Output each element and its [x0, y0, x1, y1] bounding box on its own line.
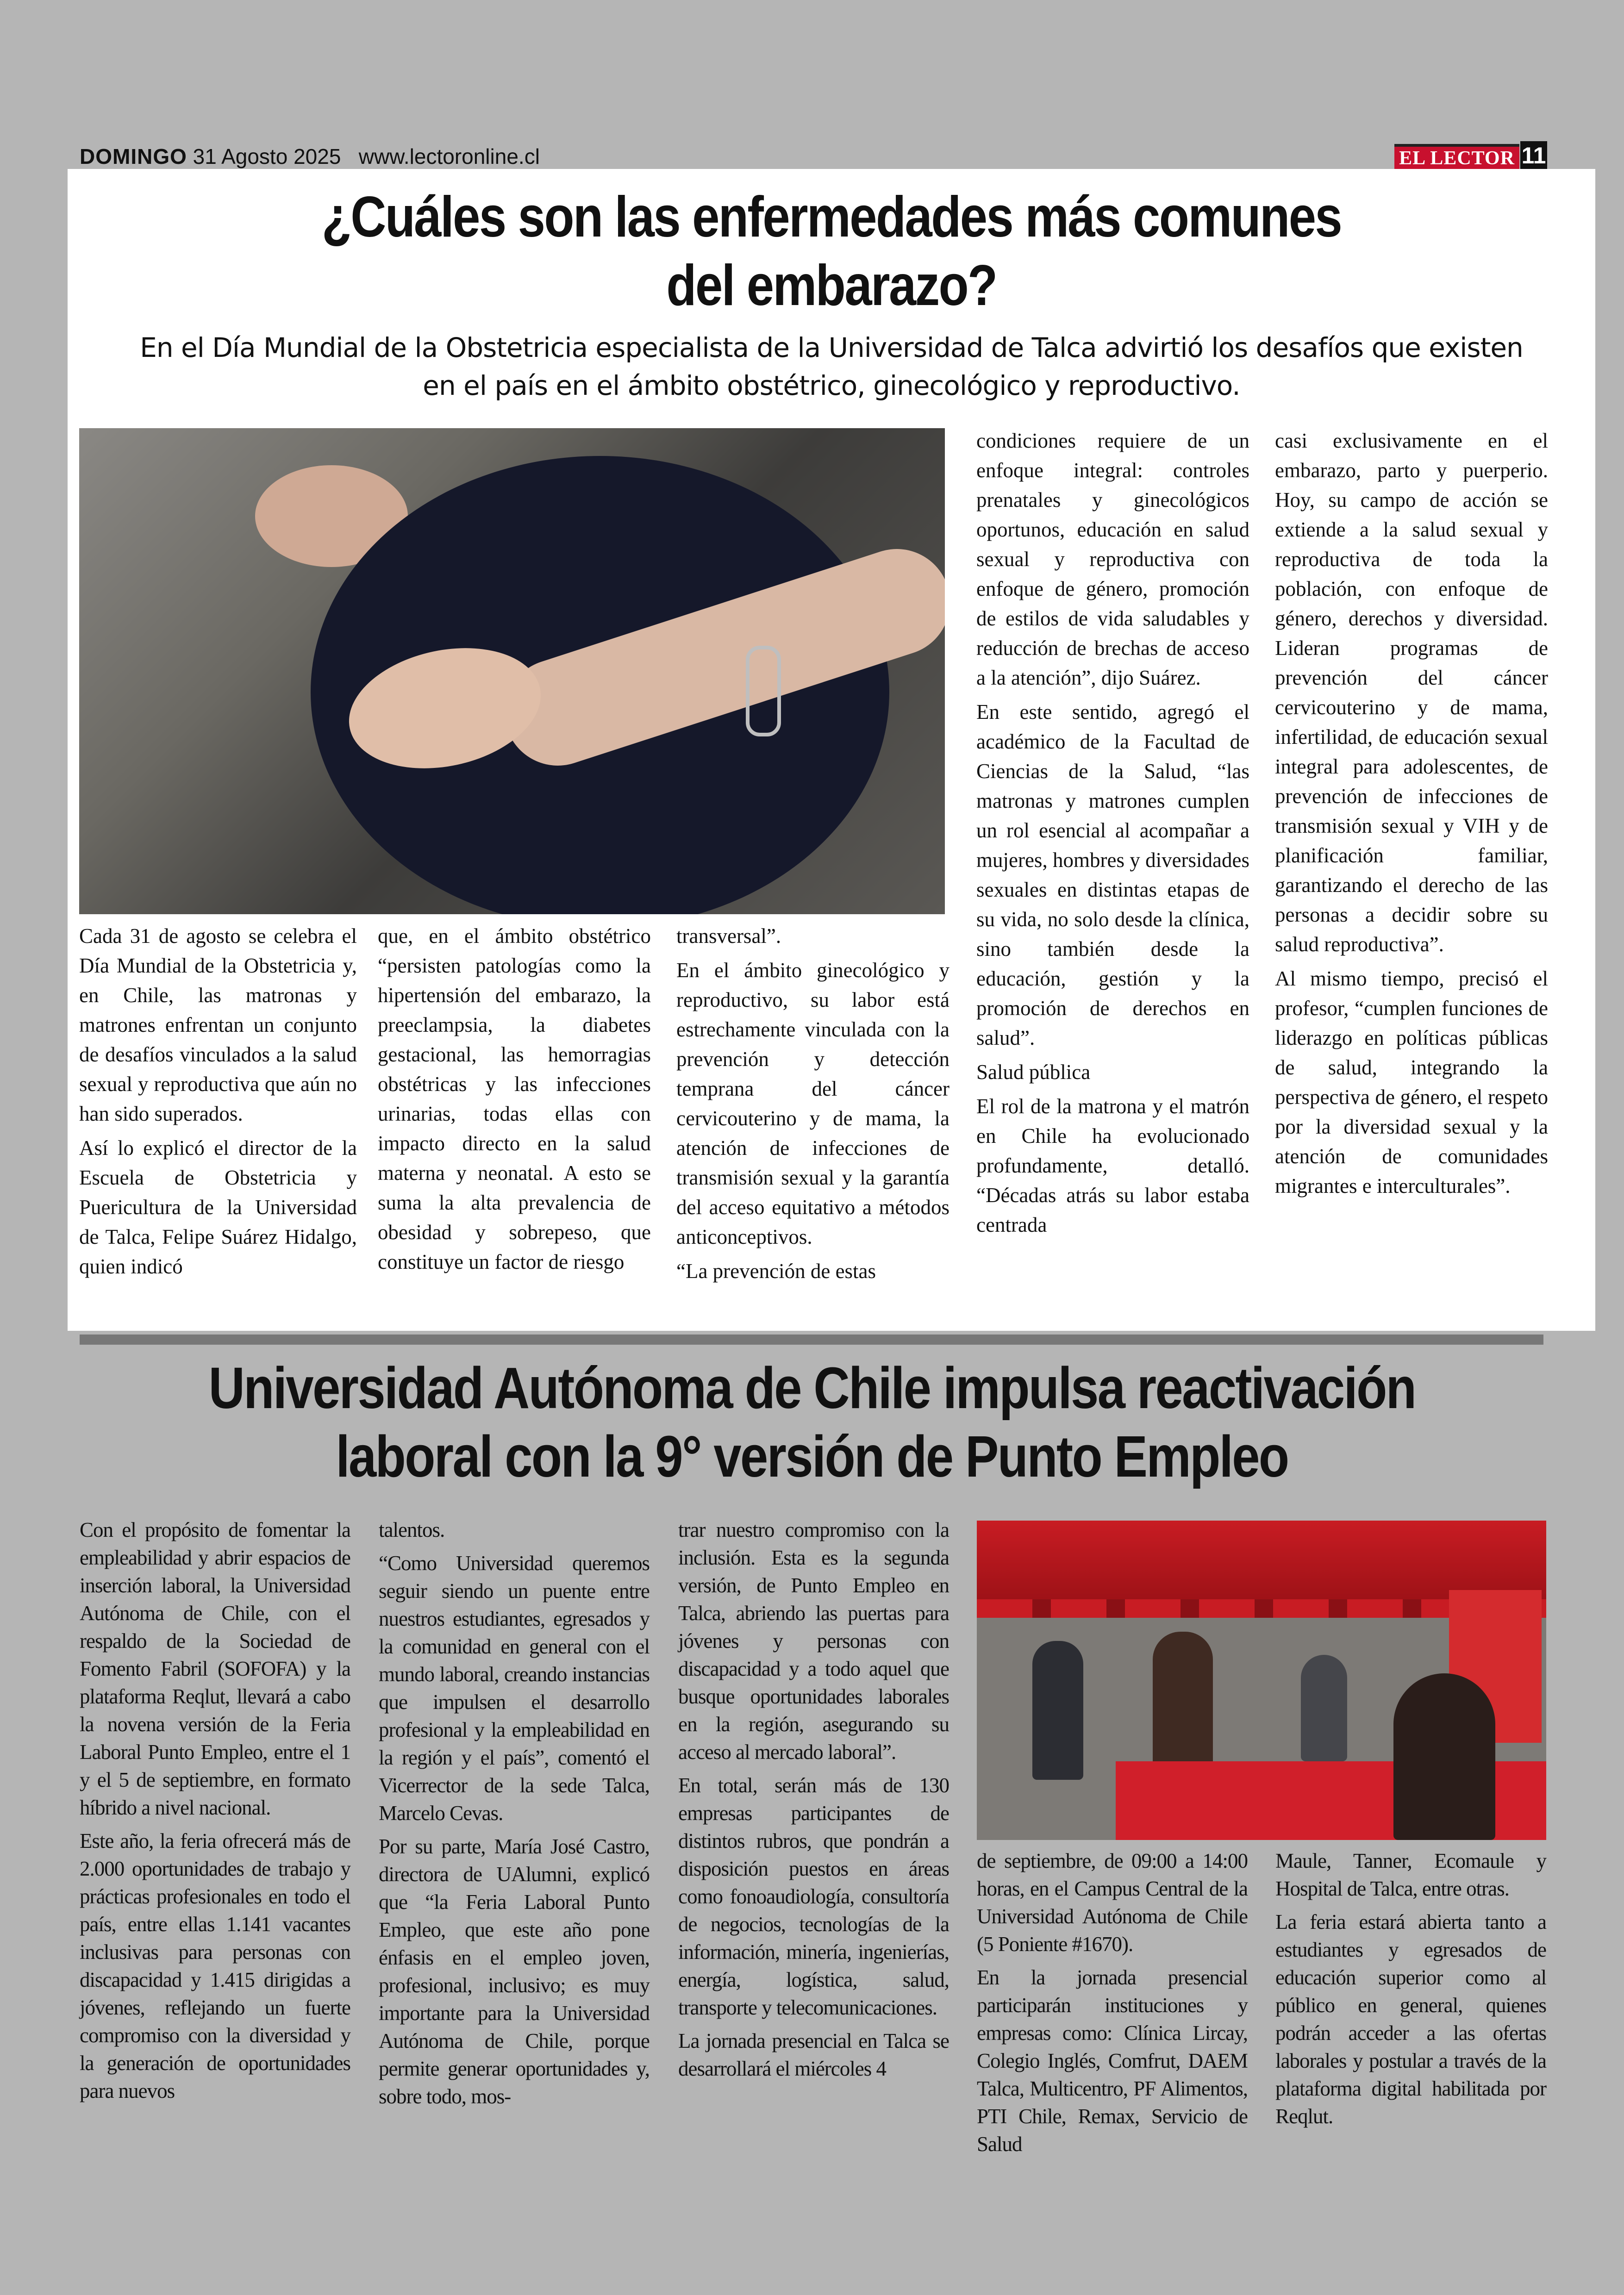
article2-paragraph: Este año, la feria ofrecerá más de 2.000 oportunidades de trabajo y prácticas profesionales en todo el país, entre ellas 1.141 vacantes inclusivas para personas con discapacidad y 1.415 dirigidas a jóvenes, reflejando un fuerte compromiso con la diversidad y la generación de oportunidades para nuevos [80, 1829, 350, 2102]
article2-paragraph: En total, serán más de 130 empresas participantes de distintos rubros, que pondrán a disposición puestos en áreas como fonoaudiología, consultoría de negocios, tecnologías de la información, minería, ingenierías, energía, logística, salud, transporte y telecomunicaciones. [678, 1774, 949, 2019]
article1-title [175, 183, 1488, 320]
job-fair-photo [977, 1521, 1546, 1840]
article2-column-3 [678, 1516, 949, 2088]
article1-column-5 [1275, 426, 1548, 1205]
article1-paragraph: El rol de la matrona y el matrón en Chile ha evolucionado profundamente, detalló. “Décadas atrás su labor estaba centrada [976, 1095, 1249, 1236]
pregnant-belly-photo [79, 428, 945, 914]
article1-subtitle [77, 329, 1586, 405]
photo-person [1301, 1655, 1347, 1761]
newspaper-logo: EL LECTOR [1394, 144, 1519, 170]
section-divider [80, 1335, 1543, 1345]
photo-bracelet [746, 646, 781, 736]
article1-paragraph: Al mismo tiempo, precisó el profesor, “cumplen funciones de liderazgo en políticas públicas de salud, integrando la perspectiva de género, el respeto por la diversidad sexual y la atención de comunidades migrantes e interculturales”. [1275, 967, 1548, 1197]
article2-column-1 [80, 1516, 350, 2110]
photo-person [1393, 1673, 1495, 1840]
article1-paragraph: condiciones requiere de un enfoque integral: controles prenatales y ginecológicos oportunos, educación en salud sexual y reproductiva con enfoque de género, promoción de estilos de vida saludables y reducción de brechas de acceso a la atención”, dijo Suárez. [976, 429, 1249, 689]
article2-paragraph: trar nuestro compromiso con la inclusión. Esta es la segunda versión, de Punto Empleo en Talca, abriendo las puertas para jóvenes y personas con discapacidad y a todo aquel que busque oportunidades laborales en la región, asegurando su acceso al mercado laboral”. [678, 1518, 949, 1764]
article1-paragraph: que, en el ámbito obstétrico “persisten patologías como la hipertensión del embarazo, la preeclampsia, la diabetes gestacional, las hemorragias obstétricas y las infecciones urinarias, todas ellas con impacto directo en la salud materna y neonatal. A esto se suma la alta prevalencia de obesidad y sobrepeso, que constituye un factor de riesgo [378, 924, 651, 1273]
article2-paragraph: En la jornada presencial participarán instituciones y empresas como: Clínica Lircay, Colegio Inglés, Comfrut, DAEM Talca, Multicentro, PF Alimentos, PTI Chile, Remax, Servicio de Salud [977, 1966, 1248, 2156]
article1-title-line2: del embarazo? [666, 254, 997, 318]
article2-column-5 [1275, 1847, 1546, 2136]
article2-column-4 [977, 1847, 1248, 2164]
header-website[interactable]: www.lectoronline.cl [358, 144, 540, 168]
article1-column-3 [676, 921, 949, 1291]
article2-paragraph: Con el propósito de fomentar la empleabilidad y abrir espacios de inserción laboral, la Universidad Autónoma de Chile, con el respaldo de la Sociedad de Fomento Fabril (SOFOFA) y la plataforma Reqlut, llevará a cabo la novena versión de la Feria Laboral Punto Empleo, entre el 1 y el 5 de septiembre, en formato híbrido a nivel nacional. [80, 1518, 350, 1819]
page-header [80, 141, 1547, 169]
article-pregnancy [68, 169, 1595, 1331]
article1-paragraph: “La prevención de estas [676, 1260, 876, 1283]
header-dateline [80, 144, 540, 169]
article2-paragraph: La feria estará abierta tanto a estudiantes y egresados de educación superior como al público en general, quienes podrán acceder a las ofertas laborales y postular a través de la plataforma digital habilitada por Reqlut. [1275, 1910, 1546, 2128]
article2-paragraph: La jornada presencial en Talca se desarrollará el miércoles 4 [678, 2029, 949, 2080]
article1-subtitle-line1: En el Día Mundial de la Obstetricia especialista de la Universidad de Talca advirtió los desafíos que existen [140, 332, 1523, 363]
page-number: 11 [1520, 141, 1547, 170]
article2-paragraph: Maule, Tanner, Ecomaule y Hospital de Talca, entre otras. [1275, 1849, 1546, 1900]
article2-paragraph: “Como Universidad queremos seguir siendo un puente entre nuestros estudiantes, egresados y la comunidad en general con el mundo laboral, creando instancias que impulsen el desarrollo profesional y la empleabilidad en la región y el país”, comentó el Vicerrector de la sede Talca, Marcelo Cevas. [379, 1552, 650, 1825]
header-date: 31 Agosto 2025 [193, 144, 341, 168]
article2-column-2 [379, 1516, 650, 2116]
article1-paragraph: transversal”. [676, 924, 781, 948]
article1-paragraph: Así lo explicó el director de la Escuela de Obstetricia y Puericultura de la Universidad de Talca, Felipe Suárez Hidalgo, quien indicó [79, 1136, 357, 1278]
photo-red-tent [977, 1521, 1546, 1599]
article1-subtitle-line2: en el país en el ámbito obstétrico, ginecológico y reproductivo. [423, 370, 1240, 401]
article1-paragraph: Cada 31 de agosto se celebra el Día Mundial de la Obstetricia y, en Chile, las matronas y matrones enfrentan un conjunto de desafíos vinculados a la salud sexual y reproductiva que aún no han sido superados. [79, 924, 357, 1125]
section-heading-salud-publica: Salud pública [976, 1060, 1091, 1084]
article1-column-1 [79, 921, 357, 1286]
article2-title-line2: laboral con la 9° versión de Punto Empleo [336, 1424, 1288, 1489]
header-day: DOMINGO [80, 144, 187, 168]
article1-paragraph: casi exclusivamente en el embarazo, parto y puerperio. Hoy, su campo de acción se extiende a la salud sexual y reproductiva de toda la población, con enfoque de género, derechos y diversidad. Lideran programas de prevención del cáncer cervicouterino y de mama, infertilidad, de educación sexual integral para adolescentes, de prevención de infecciones de transmisión sexual y VIH y de planificación familiar, garantizando el derecho de las personas a decidir sobre su salud reproductiva”. [1275, 429, 1548, 956]
article2-title-line1: Universidad Autónoma de Chile impulsa reactivación [208, 1355, 1416, 1421]
article2-paragraph: talentos. [379, 1518, 445, 1541]
article2-paragraph: Por su parte, María José Castro, directora de UAlumni, explicó que “la Feria Laboral Punto Empleo, que este año pone énfasis en el empleo joven, profesional, inclusivo; es muy importante para la Universidad Autónoma de Chile, porque permite generar oportunidades y, sobre todo, mos- [379, 1835, 650, 2108]
article1-title-line1: ¿Cuáles son las enfermedades más comunes [321, 185, 1342, 249]
article1-paragraph: En este sentido, agregó el académico de la Facultad de Ciencias de la Salud, “las matronas y matrones cumplen un rol esencial al acompañar a mujeres, hombres y diversidades sexuales en distintas etapas de su vida, no solo desde la clínica, sino también desde la educación, gestión y la promoción de derechos en salud”. [976, 700, 1249, 1049]
photo-person [1032, 1641, 1083, 1780]
article1-column-4 [976, 426, 1249, 1244]
article2-title [114, 1354, 1511, 1491]
article1-column-2 [378, 921, 651, 1281]
article2-paragraph: de septiembre, de 09:00 a 14:00 horas, en el Campus Central de la Universidad Autónoma de Chile (5 Poniente #1670). [977, 1849, 1248, 1956]
article1-paragraph: En el ámbito ginecológico y reproductivo, su labor está estrechamente vinculada con la prevención y detección temprana del cáncer cervicouterino y de mama, la atención de infecciones de transmisión sexual y la garantía del acceso equitativo a métodos anticonceptivos. [676, 959, 949, 1248]
